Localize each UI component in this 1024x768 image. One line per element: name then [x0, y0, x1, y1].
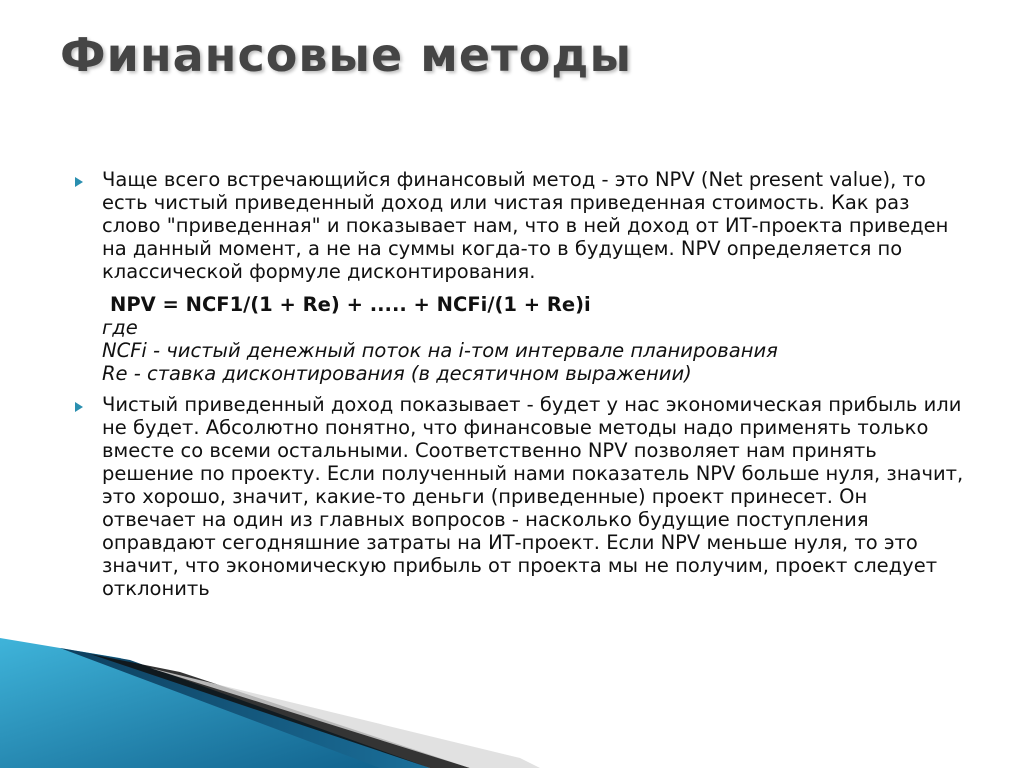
- triangle-bullet-icon: [74, 168, 102, 188]
- decorative-swoosh: [0, 628, 1024, 768]
- formula-definition-ncfi: NCFi - чистый денежный поток на i-том интервале планирования: [102, 339, 778, 362]
- bullet-item-npv: [74, 168, 964, 385]
- formula-where-label: где: [102, 316, 138, 339]
- slide-content: [74, 168, 964, 600]
- triangle-bullet-icon: [74, 393, 102, 413]
- npv-meaning-paragraph: Чистый приведенный доход показывает - будет у нас экономическая прибыль или не будет. Абсолютно понятно, что финансовые методы надо применять только вместе со всеми остальными. Соответственно NPV позволяет нам принять решение по проекту. Если полученный нами показатель NPV больше нуля, значит, это хорошо, значит, какие-то деньги (приведенные) проект принесет. Он отвечает на один из главных вопросов - насколько будущие поступления оправдают сегодняшние затраты на ИТ-проект. Если NPV меньше нуля, то это значит, что экономическую прибыль от проекта мы не получим, проект следует отклонить: [102, 393, 964, 600]
- bullet-item-npv-meaning: [74, 393, 964, 600]
- npv-paragraph: Чаще всего встречающийся финансовый метод - это NPV (Net present value), то есть чистый приведенный доход или чистая приведенная стоимость. Как раз слово "приведенная" и показывает нам, что в ней доход от ИТ-проекта приведен на данный момент, а не на суммы когда-то в будущем. NPV определяется по классической формуле дисконтирования.: [102, 168, 949, 283]
- npv-formula: NPV = NCF1/(1 + Re) + ..... + NCFi/(1 + Re)i: [110, 293, 591, 316]
- formula-definition-re: Re - ставка дисконтирования (в десятичном выражении): [102, 362, 692, 385]
- slide-title: Финансовые методы: [60, 28, 633, 82]
